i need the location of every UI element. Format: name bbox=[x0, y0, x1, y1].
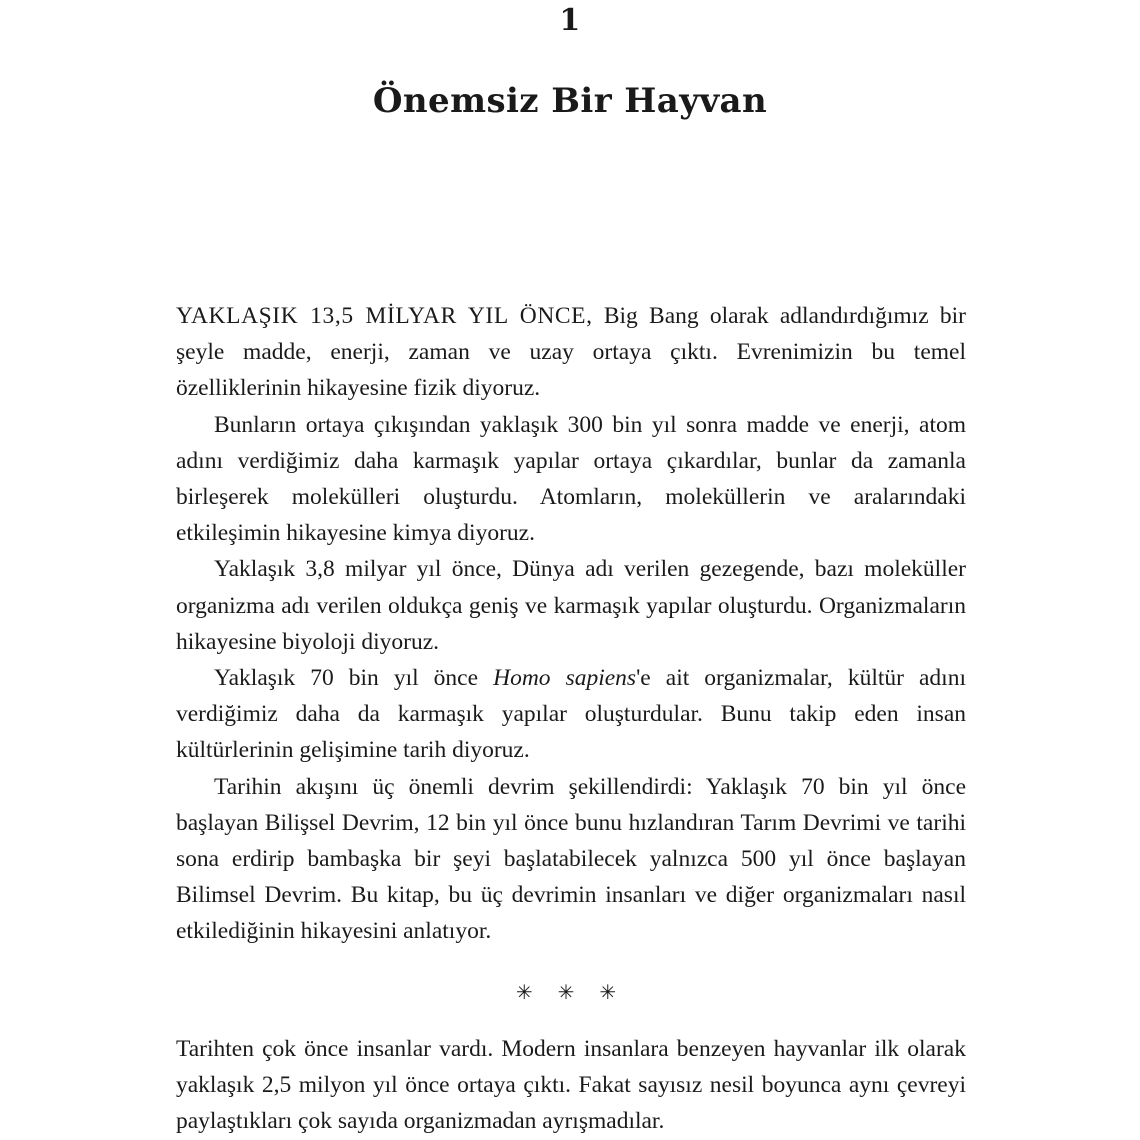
italic-species-name: Homo sapiens bbox=[493, 665, 637, 692]
paragraph-5: Tarihin akışını üç önemli devrim şekillendirdi: Yaklaşık 70 bin yıl önce başlayan Bilişsel Devrim, 12 bin yıl önce bunu hızlandıran Tarım Devrimi ve tarihi sona erdirip bambaşka bir şeyi başlatabilecek yalnızca 500 yıl önce başlayan Bilimsel Devrim. Bu kitap, bu üç devrimin insanları ve diğer organizmaları nasıl etkilediğinin hikayesini anlatıyor. bbox=[176, 773, 966, 945]
paragraph-text-1: Big Bang olarak adlandırdığımız bir şeyle madde, enerji, zaman ve uzay ortaya çıktı. Evrenimizin bu temel özelliklerinin hikayesine fizik diyoruz. bbox=[176, 303, 966, 402]
tail-block bbox=[176, 1031, 966, 1140]
chapter-title: Önemsiz Bir Hayvan bbox=[372, 81, 768, 121]
chapter-number: 1 bbox=[559, 3, 581, 38]
paragraph-6: Tarihten çok önce insanlar vardı. Modern insanlara benzeyen hayvanlar ilk olarak yaklaşık 2,5 milyon yıl önce ortaya çıktı. Fakat sayısız nesil boyunca aynı çevreyi paylaştıkları çok sayıda organizmadan ayrışmadılar. bbox=[176, 1035, 966, 1135]
section-divider: ✳ ✳ ✳ bbox=[515, 981, 627, 1004]
paragraph-4: Yaklaşık 70 bin yıl önce Homo sapiens'e ait organizmalar, kültür adını verdiğimiz daha da karmaşık yapılar oluşturdular. Bunu takip eden insan kültürlerinin gelişimine tarih diyoruz. bbox=[176, 665, 966, 764]
body-text bbox=[176, 298, 966, 1139]
opening-small-caps: YAKLAŞIK 13,5 MİLYAR YIL ÖNCE, bbox=[176, 303, 593, 329]
paragraph-2: Bunların ortaya çıkışından yaklaşık 300 bin yıl sonra madde ve enerji, atom adını verdiğimiz daha karmaşık yapılar ortaya çıkardılar, bunlar da zamanla birleşerek molekülleri oluşturdu. Atomların, moleküllerin ve aralarındaki etkileşimin hikayesine kimya diyoruz. bbox=[176, 411, 966, 547]
paragraph-opening bbox=[176, 298, 966, 407]
paragraph-3: Yaklaşık 3,8 milyar yıl önce, Dünya adı verilen gezegende, bazı moleküller organizma adı verilen oldukça geniş ve karmaşık yapılar oluşturdu. Organizmaların hikayesine biyoloji diyoruz. bbox=[176, 556, 966, 655]
